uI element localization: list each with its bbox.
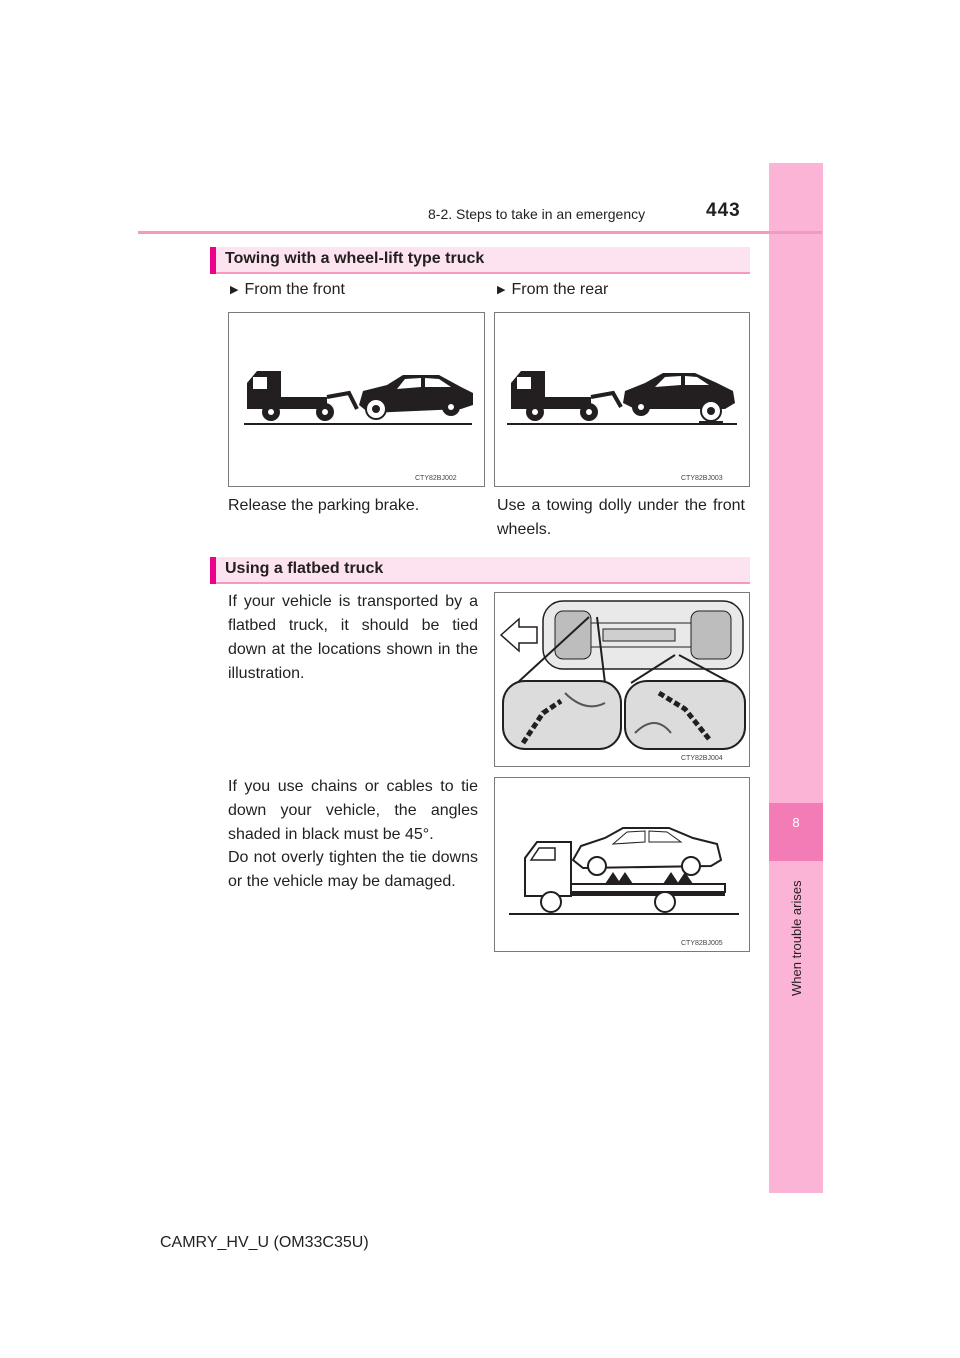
figure-flatbed-truck bbox=[494, 777, 750, 952]
running-header-section: 8-2. Steps to take in an emergency bbox=[428, 206, 646, 222]
bullet-from-front: ▶ From the front bbox=[230, 281, 345, 298]
page-number: 443 bbox=[706, 200, 741, 221]
caption-front: Release the parking brake. bbox=[228, 497, 420, 514]
chapter-label: When trouble arises bbox=[789, 880, 804, 996]
figure-code: CTY82BJ005 bbox=[681, 940, 723, 947]
section-header-flatbed: Using a flatbed truck bbox=[210, 557, 750, 584]
figure-tow-from-front bbox=[228, 312, 485, 487]
section-header-wheel-lift: Towing with a wheel-lift type truck bbox=[210, 247, 750, 274]
chapter-number-tab bbox=[769, 803, 823, 861]
chapter-number: 8 bbox=[792, 815, 800, 830]
figure-code: CTY82BJ004 bbox=[681, 755, 723, 762]
figure-tow-from-rear bbox=[494, 312, 750, 487]
header-rule bbox=[138, 231, 822, 234]
bullet-from-rear: ▶ From the rear bbox=[497, 281, 609, 298]
figure-tie-down-locations bbox=[494, 592, 750, 767]
caption-rear: Use a towing dolly under the front wheels. bbox=[497, 497, 745, 538]
chapter-side-tab bbox=[769, 163, 823, 1193]
footer-model-code: CAMRY_HV_U (OM33C35U) bbox=[160, 1234, 369, 1251]
flatbed-paragraph-3: Do not overly tighten the tie downs or the vehicle may be damaged. bbox=[228, 849, 478, 890]
flatbed-paragraph-2: If you use chains or cables to tie down your vehicle, the angles shaded in black must be 45°. bbox=[228, 778, 478, 843]
figure-code: CTY82BJ003 bbox=[681, 475, 723, 482]
figure-code: CTY82BJ002 bbox=[415, 475, 457, 482]
flatbed-paragraph-1: If your vehicle is transported by a flatbed truck, it should be tied down at the locations shown in the illustration. bbox=[228, 593, 478, 682]
